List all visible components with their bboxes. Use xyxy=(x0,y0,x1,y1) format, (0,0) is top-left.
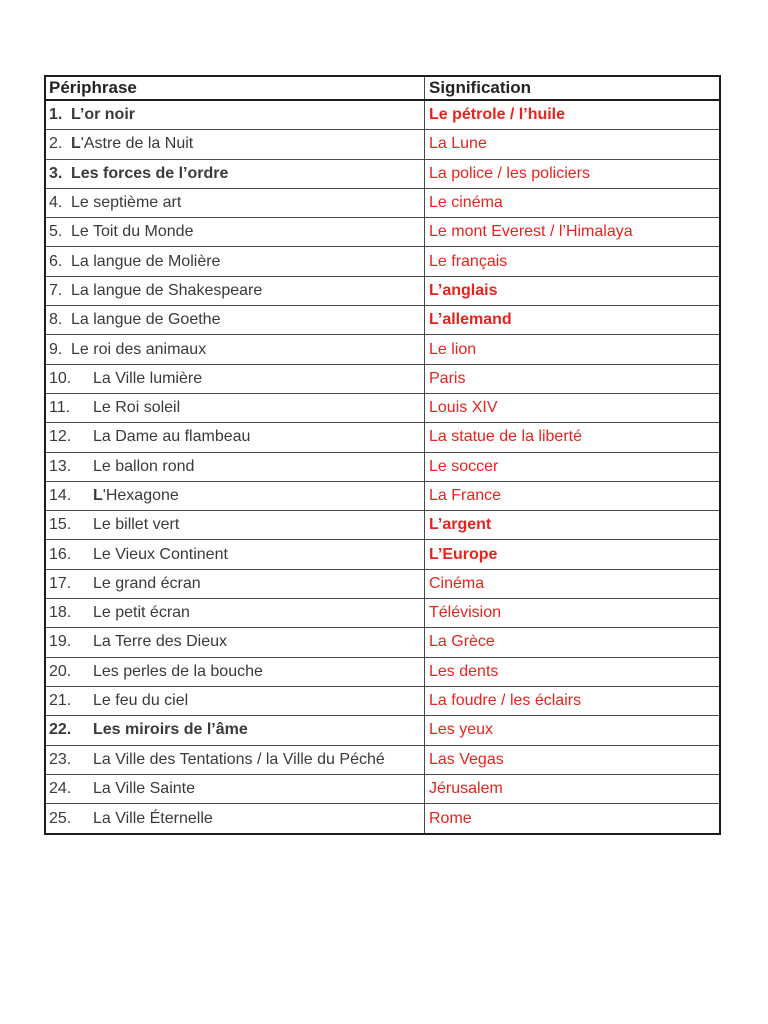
periphrase-text: Le ballon rond xyxy=(93,457,195,475)
periphrase-cell xyxy=(46,746,425,774)
signification-text: Le mont Everest / l’Himalaya xyxy=(429,223,633,241)
periphrase-cell xyxy=(46,394,425,422)
signification-text: La France xyxy=(429,487,502,504)
signification-cell xyxy=(425,599,719,627)
row-number: 16. xyxy=(49,545,72,563)
signification-cell xyxy=(425,746,719,774)
periphrase-text: La langue de Goethe xyxy=(71,311,221,329)
signification-text: Le soccer xyxy=(429,457,499,475)
table-row xyxy=(46,511,719,540)
signification-text-bold: Le pétrole / l’huile xyxy=(429,106,566,124)
header-signification-label: Signification xyxy=(429,78,531,97)
signification-text: Las Vegas xyxy=(429,750,504,768)
periphrase-cell xyxy=(46,160,425,188)
periphrase-cell xyxy=(46,804,425,833)
periphrase-text-bold: L’or noir xyxy=(71,106,135,124)
periphrase-cell xyxy=(46,365,425,393)
row-number: 13. xyxy=(49,457,72,475)
periphrase-cell xyxy=(46,130,425,158)
periphrase-text: 'Hexagone xyxy=(102,487,179,504)
periphrase-cell xyxy=(46,628,425,656)
periphrase-text: La langue de Shakespeare xyxy=(71,281,263,299)
row-number: 6. xyxy=(49,252,63,270)
signification-text: La Grèce xyxy=(429,633,495,651)
signification-cell xyxy=(425,277,719,305)
signification-cell xyxy=(425,775,719,803)
signification-cell xyxy=(425,453,719,481)
signification-cell xyxy=(425,365,719,393)
signification-cell xyxy=(425,423,719,451)
signification-cell xyxy=(425,218,719,246)
table-row xyxy=(46,189,719,218)
table-row xyxy=(46,306,719,335)
signification-cell xyxy=(425,804,719,833)
periphrase-cell xyxy=(46,453,425,481)
row-number: 25. xyxy=(49,809,72,827)
signification-text: Louis XIV xyxy=(429,399,498,417)
periphrase-cell xyxy=(46,423,425,451)
row-number: 1. xyxy=(49,106,63,124)
periphrase-text: La Terre des Dieux xyxy=(93,633,227,651)
periphrase-table xyxy=(44,75,721,835)
periphrase-text-bold: L xyxy=(71,135,81,153)
row-number: 4. xyxy=(49,194,63,212)
table-row xyxy=(46,160,719,189)
table-row xyxy=(46,277,719,306)
table-row xyxy=(46,540,719,569)
row-number: 9. xyxy=(49,340,63,358)
periphrase-cell xyxy=(46,511,425,539)
row-number: 8. xyxy=(49,311,63,329)
signification-text-bold: L’Europe xyxy=(429,545,498,563)
signification-cell xyxy=(425,482,719,510)
table-row xyxy=(46,394,719,423)
periphrase-text: Le grand écran xyxy=(93,574,201,592)
table-row xyxy=(46,628,719,657)
row-number: 7. xyxy=(49,281,63,299)
table-row xyxy=(46,716,719,745)
signification-cell xyxy=(425,570,719,598)
signification-cell xyxy=(425,130,719,158)
row-number: 2. xyxy=(49,135,63,153)
signification-text: Paris xyxy=(429,369,466,387)
periphrase-text: Le billet vert xyxy=(93,516,180,534)
periphrase-text: La Ville Sainte xyxy=(93,779,195,797)
periphrase-text: La Ville Éternelle xyxy=(93,809,213,827)
signification-cell xyxy=(425,511,719,539)
table-row xyxy=(46,599,719,628)
header-signification xyxy=(425,77,719,99)
row-number: 5. xyxy=(49,223,63,241)
signification-text: Les yeux xyxy=(429,721,494,739)
periphrase-text: Le Toit du Monde xyxy=(71,223,194,241)
signification-cell xyxy=(425,160,719,188)
table-row xyxy=(46,570,719,599)
signification-text: La Lune xyxy=(429,135,487,153)
signification-cell xyxy=(425,335,719,363)
table-row xyxy=(46,746,719,775)
row-number: 23. xyxy=(49,750,72,768)
signification-cell xyxy=(425,628,719,656)
periphrase-text-bold: L xyxy=(93,487,103,504)
row-number: 24. xyxy=(49,779,72,797)
periphrase-text: Les perles de la bouche xyxy=(93,662,263,680)
table-row xyxy=(46,101,719,130)
periphrase-cell xyxy=(46,716,425,744)
periphrase-cell xyxy=(46,101,425,129)
periphrase-text: La Dame au flambeau xyxy=(93,428,251,446)
periphrase-cell xyxy=(46,218,425,246)
row-number: 19. xyxy=(49,633,72,651)
periphrase-text: Le feu du ciel xyxy=(93,692,189,710)
signification-text: La statue de la liberté xyxy=(429,428,582,446)
signification-cell xyxy=(425,306,719,334)
signification-cell xyxy=(425,658,719,686)
periphrase-cell xyxy=(46,775,425,803)
periphrase-cell xyxy=(46,599,425,627)
periphrase-cell xyxy=(46,306,425,334)
row-number: 12. xyxy=(49,428,72,446)
signification-cell xyxy=(425,189,719,217)
periphrase-text: La Ville lumière xyxy=(93,369,203,387)
table-row xyxy=(46,482,719,511)
signification-text-bold: L’anglais xyxy=(429,281,498,299)
table-body xyxy=(46,101,719,833)
table-row xyxy=(46,247,719,276)
row-number: 11. xyxy=(49,399,71,417)
table-row xyxy=(46,658,719,687)
row-number: 14. xyxy=(49,487,72,504)
signification-cell xyxy=(425,540,719,568)
table-row xyxy=(46,453,719,482)
signification-text-bold: L’allemand xyxy=(429,311,512,329)
header-periphrase-label: Périphrase xyxy=(49,78,137,97)
table-row xyxy=(46,335,719,364)
periphrase-text-bold: Les forces de l’ordre xyxy=(71,164,229,182)
table-row xyxy=(46,365,719,394)
signification-text: Le cinéma xyxy=(429,194,503,212)
row-number: 22. xyxy=(49,721,72,739)
table-row xyxy=(46,423,719,452)
table-row xyxy=(46,218,719,247)
signification-text: Rome xyxy=(429,809,472,827)
periphrase-text: Le roi des animaux xyxy=(71,340,207,358)
signification-cell xyxy=(425,101,719,129)
periphrase-cell xyxy=(46,335,425,363)
periphrase-cell xyxy=(46,570,425,598)
periphrase-text: Le Vieux Continent xyxy=(93,545,228,563)
periphrase-text: Le Roi soleil xyxy=(93,399,181,417)
periphrase-text: 'Astre de la Nuit xyxy=(80,135,194,153)
signification-text: Le lion xyxy=(429,340,477,358)
row-number: 10. xyxy=(49,369,72,387)
periphrase-cell xyxy=(46,687,425,715)
table-row xyxy=(46,687,719,716)
periphrase-cell xyxy=(46,189,425,217)
periphrase-text: Le petit écran xyxy=(93,604,190,622)
periphrase-cell xyxy=(46,247,425,275)
row-number: 20. xyxy=(49,662,72,680)
signification-cell xyxy=(425,687,719,715)
signification-text: Jérusalem xyxy=(429,779,503,797)
row-number: 17. xyxy=(49,574,72,592)
signification-cell xyxy=(425,716,719,744)
signification-text: Cinéma xyxy=(429,574,485,592)
row-number: 18. xyxy=(49,604,72,622)
table-row xyxy=(46,804,719,833)
table-row xyxy=(46,775,719,804)
signification-text: Télévision xyxy=(429,604,502,622)
table-header-row xyxy=(46,77,719,101)
signification-text: La foudre / les éclairs xyxy=(429,692,582,710)
periphrase-cell xyxy=(46,540,425,568)
table-row xyxy=(46,130,719,159)
signification-text: La police / les policiers xyxy=(429,164,590,182)
signification-text-bold: L’argent xyxy=(429,516,492,534)
signification-cell xyxy=(425,247,719,275)
row-number: 3. xyxy=(49,164,63,182)
row-number: 15. xyxy=(49,516,72,534)
periphrase-text: La Ville des Tentations / la Ville du Péché xyxy=(93,750,385,768)
signification-text: Les dents xyxy=(429,662,499,680)
signification-cell xyxy=(425,394,719,422)
periphrase-text: La langue de Molière xyxy=(71,252,221,270)
periphrase-text-bold: Les miroirs de l’âme xyxy=(93,721,248,739)
periphrase-text: Le septième art xyxy=(71,194,182,212)
signification-text: Le français xyxy=(429,252,508,270)
header-periphrase xyxy=(46,77,425,99)
periphrase-cell xyxy=(46,482,425,510)
periphrase-cell xyxy=(46,277,425,305)
row-number: 21. xyxy=(49,692,72,710)
periphrase-cell xyxy=(46,658,425,686)
